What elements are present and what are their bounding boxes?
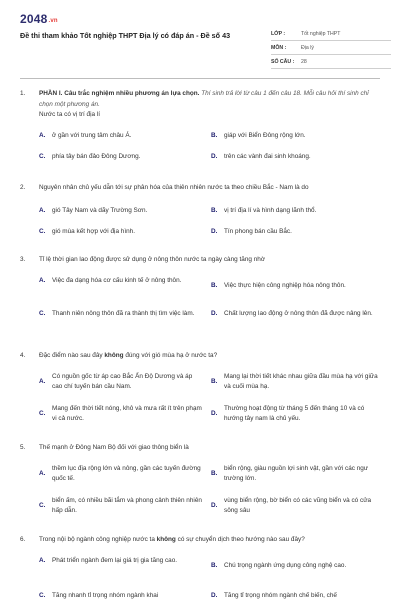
part-instructions: Thí sinh trả lời từ câu 1 đến câu 18. Mỗi câu hỏi thí sinh chỉ chọn một phương án. (39, 90, 369, 108)
option-c[interactable]: C. phía tây bán đảo Đông Dương. (39, 152, 204, 163)
meta-class-row (271, 27, 391, 41)
options (39, 454, 380, 534)
question-3 (20, 255, 380, 346)
header-divider (20, 78, 380, 79)
option-d[interactable]: D. trên các vành đai sinh khoáng. (211, 152, 381, 163)
meta-subject-label: MÔN : (271, 45, 301, 51)
option-b[interactable]: B. Mang lại thời tiết khác nhau giữa đầu mùa hạ với giữa và cuối mùa hạ. (211, 372, 381, 393)
meta-class-value: Tốt nghiệp THPT (301, 31, 340, 37)
question-4 (20, 351, 380, 442)
option-c[interactable]: C. biển ấm, có nhiều bãi tắm và phong cảnh thiên nhiên hấp dẫn. (39, 496, 204, 517)
option-b[interactable]: B. Chú trọng ngành ứng dụng công nghệ cao. (211, 561, 381, 572)
option-a[interactable]: A. Có nguồn gốc từ áp cao Bắc Ấn Độ Dương và áp cao chí tuyến bán cầu Nam. (39, 372, 204, 393)
meta-count-row (271, 55, 391, 69)
option-b[interactable]: B. vị trí địa lí và hình dạng lãnh thổ. (211, 206, 381, 217)
options (39, 546, 380, 601)
question-number: 3. (20, 255, 39, 266)
page-title: Đề thi tham khảo Tốt nghiệp THPT Địa lý có đáp án - Đề số 43 (20, 31, 248, 41)
option-a[interactable]: A. Việc đa dạng hóa cơ cấu kinh tế ở nông thôn. (39, 276, 204, 287)
question-number: 2. (20, 183, 39, 194)
question-stem: Trong nội bộ ngành công nghiệp nước ta không có sự chuyển dịch theo hướng nào sau đây? (39, 535, 380, 546)
option-d[interactable]: D. vùng biển rộng, bờ biển có các vũng biển và có cửa sông sâu (211, 496, 381, 517)
question-stem: Nước ta có vị trí địa lí (39, 110, 380, 121)
option-a[interactable]: A. Phát triển ngành đem lại giá trị gia tăng cao. (39, 556, 204, 567)
question-number: 5. (20, 443, 39, 454)
option-d[interactable]: D. Tín phong bán cầu Bắc. (211, 227, 381, 238)
options (39, 121, 380, 173)
option-a[interactable]: A. ở gần với trung tâm châu Á. (39, 131, 204, 142)
option-d[interactable]: D. Chất lượng lao động ở nông thôn đã được nâng lên. (211, 309, 381, 320)
question-2 (20, 183, 380, 242)
option-c[interactable]: C. gió mùa kết hợp với địa hình. (39, 227, 204, 238)
option-b[interactable]: B. giáp với Biển Đông rộng lớn. (211, 131, 381, 142)
question-stem: Thế mạnh ở Đông Nam Bộ đối với giao thông biển là (39, 443, 380, 454)
options (39, 266, 380, 346)
meta-count-value: 28 (301, 59, 307, 65)
options (39, 194, 380, 242)
option-c[interactable]: C. Thanh niên nông thôn đã ra thành thị tìm việc làm. (39, 309, 204, 320)
option-c[interactable]: C. Tăng nhanh tỉ trọng nhóm ngành khai (39, 591, 204, 601)
option-c[interactable]: C. Mang đến thời tiết nóng, khô và mưa rất ít trên phạm vi cả nước. (39, 404, 204, 425)
part-title: PHẦN I. Câu trắc nghiệm nhiều phương án lựa chọn. (39, 90, 199, 97)
options (39, 362, 380, 442)
question-5 (20, 443, 380, 534)
option-a[interactable]: A. thềm lục địa rộng lớn và nông, gần các tuyến đường quốc tế. (39, 464, 204, 485)
exam-meta (271, 27, 391, 69)
option-a[interactable]: A. gió Tây Nam và dãy Trường Sơn. (39, 206, 204, 217)
meta-subject-value: Địa lý (301, 45, 314, 51)
option-b[interactable]: B. Việc thực hiện công nghiệp hóa nông thôn. (211, 281, 381, 292)
option-d[interactable]: D. Thường hoạt động từ tháng 5 đến tháng 10 và có hướng tây nam là chủ yếu. (211, 404, 381, 425)
question-6 (20, 535, 380, 601)
question-stem: Nguyên nhân chủ yếu dẫn tới sự phân hóa của thiên nhiên nước ta theo chiều Bắc - Nam là do (39, 183, 380, 194)
meta-class-label: LỚP : (271, 31, 301, 37)
question-1 (20, 89, 380, 173)
question-number: 1. (20, 89, 39, 110)
question-number: 4. (20, 351, 39, 362)
page-header (20, 12, 380, 64)
option-b[interactable]: B. biển rộng, giàu nguồn lợi sinh vật, gần với các ngư trường lớn. (211, 464, 381, 485)
site-logo[interactable]: 2048.vn (20, 12, 58, 26)
meta-count-label: SỐ CÂU : (271, 59, 301, 65)
option-d[interactable]: D. Tăng tỉ trọng nhóm ngành chế biến, chế (211, 591, 381, 601)
question-number: 6. (20, 535, 39, 546)
question-stem: Tỉ lệ thời gian lao động được sử dụng ở nông thôn nước ta ngày càng tăng nhờ (39, 255, 380, 266)
meta-subject-row (271, 41, 391, 55)
question-stem: Đặc điểm nào sau đây không đúng với gió mùa hạ ở nước ta? (39, 351, 380, 362)
